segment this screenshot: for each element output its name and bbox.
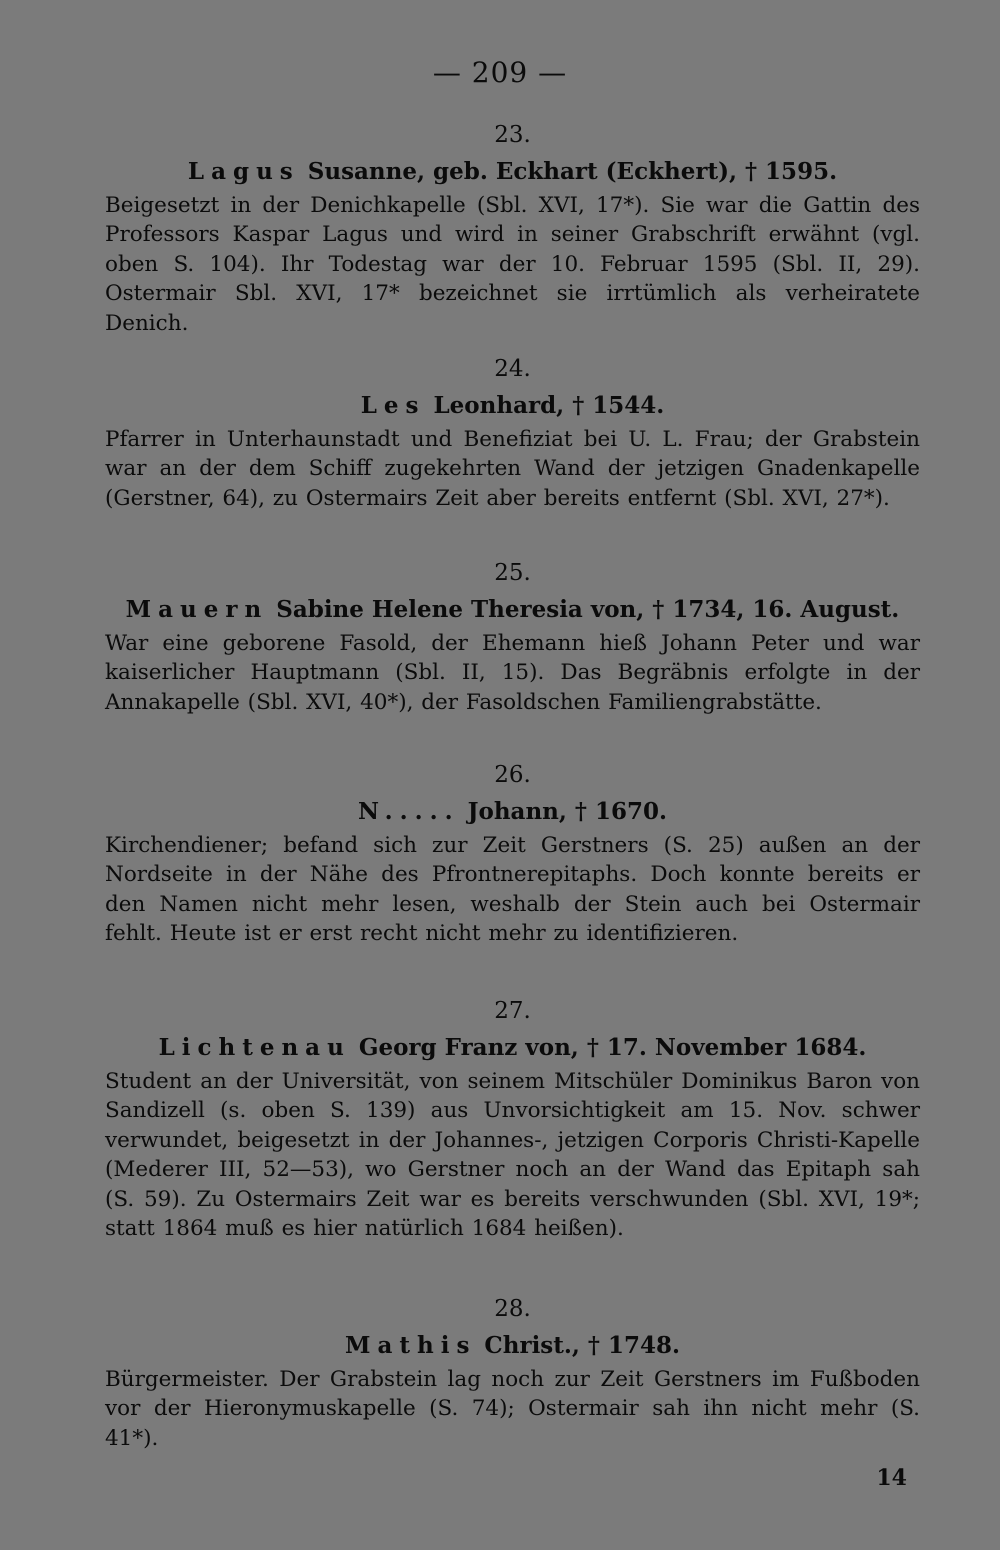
entry-26: [105, 762, 920, 949]
entry-25: [105, 560, 920, 717]
entry-number: 26.: [494, 762, 531, 788]
entry-surname: Lagus: [187, 158, 300, 185]
entry-text: Bürgermeister. Der Grabstein lag noch zur Zeit Gerstners im Fußboden vor der Hieronymuskapelle (S. 74); Ostermair sah ihn nicht mehr (S. 41*).: [105, 1367, 920, 1451]
entry-heading-rest: Susanne, geb. Eckhart (Eckhert), † 1595.: [299, 158, 838, 185]
entry-28: [105, 1296, 920, 1453]
entry-text: Pfarrer in Unterhaunstadt und Benefiziat bei U. L. Frau; der Grabstein war an der dem Schiff zugekehrten Wand der jetzigen Gnadenkapelle (Gerstner, 64), zu Ostermairs Zeit aber bereits entfernt (Sbl. XVI, 27*).: [105, 427, 920, 511]
page-number: — 209 —: [432, 56, 568, 89]
entry-heading-rest: Leonhard, † 1544.: [425, 392, 665, 419]
entry-heading: [105, 1034, 920, 1061]
entry-heading-rest: Christ., † 1748.: [476, 1332, 680, 1359]
entry-text: Beigesetzt in der Denichkapelle (Sbl. XVI, 17*). Sie war die Gattin des Professors Kaspar Lagus und wird in seiner Grabschrift erwähnt (vgl. oben S. 104). Ihr Todestag war der 10. Februar 1595 (Sbl. II, 29). Ostermair Sbl. XVI, 17* bezeichnet sie irrtümlich als verheiratete Denich.: [105, 193, 920, 336]
entry-text: Student an der Universität, von seinem Mitschüler Dominikus Baron von Sandizell (s. oben S. 139) aus Unvorsichtigkeit am 15. Nov. schwer verwundet, beigesetzt in der Johannes-, jetzigen Corporis Christi-Kapelle (Mederer III, 52—53), wo Gerstner noch an der Wand das Epitaph sah (S. 59). Zu Ostermairs Zeit war es bereits verschwunden (Sbl. XVI, 19*; statt 1864 muß es hier natürlich 1684 heißen).: [105, 1069, 920, 1242]
entry-text: War eine geborene Fasold, der Ehemann hieß Johann Peter und war kaiserlicher Hauptmann (Sbl. II, 15). Das Begräbnis erfolgte in der Annakapelle (Sbl. XVI, 40*), der Fasoldschen Familiengrabstätte.: [105, 631, 920, 715]
entry-heading-rest: Sabine Helene Theresia von, † 1734, 16. August.: [268, 596, 900, 623]
entry-surname: Mathis: [345, 1332, 477, 1359]
entry-heading: [105, 158, 920, 185]
entry-heading-rest: Georg Franz von, † 17. November 1684.: [350, 1034, 867, 1061]
entry-surname: Les: [360, 392, 426, 419]
entry-heading: [105, 798, 920, 825]
entry-number: 28.: [494, 1296, 531, 1322]
entry-heading: [105, 392, 920, 419]
entry-number: 24.: [494, 356, 531, 382]
entry-surname: Lichtenau: [158, 1034, 351, 1061]
entry-heading: [105, 596, 920, 623]
entry-surname: N.....: [358, 798, 460, 825]
signature-mark: 14: [876, 1465, 907, 1491]
entry-24: [105, 356, 920, 513]
entry-text: Kirchendiener; befand sich zur Zeit Gerstners (S. 25) außen an der Nordseite in der Nähe des Pfrontnerepitaphs. Doch konnte bereits er den Namen nicht mehr lesen, weshalb der Stein auch bei Ostermair fehlt. Heute ist er erst recht nicht mehr zu identifizieren.: [105, 833, 920, 947]
entry-27: [105, 998, 920, 1243]
entry-number: 25.: [494, 560, 531, 586]
entry-number: 27.: [494, 998, 531, 1024]
entry-number: 23.: [494, 122, 531, 148]
entry-surname: Mauern: [125, 596, 269, 623]
entry-heading: [105, 1332, 920, 1359]
entry-23: [105, 122, 920, 338]
entry-heading-rest: Johann, † 1670.: [459, 798, 667, 825]
